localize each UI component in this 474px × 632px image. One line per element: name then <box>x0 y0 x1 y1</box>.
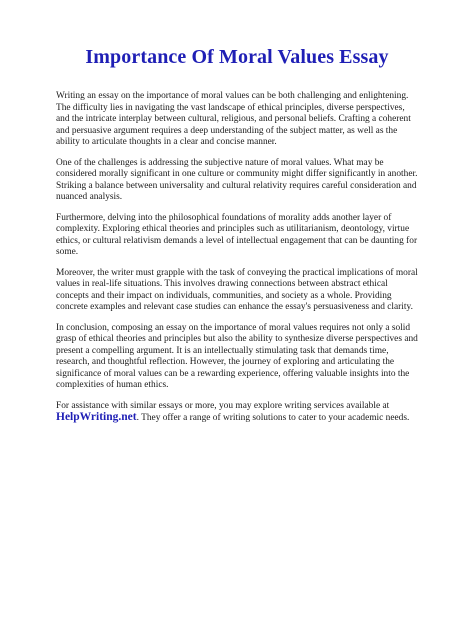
paragraph-philosophy: Furthermore, delving into the philosophical foundations of morality adds another layer of complexity. Exploring ethical theories and principles such as utilitarianism, deontology, virtue ethics, or cultural relativism demands a level of intellectual engagement that can be daunting for some. <box>56 212 418 257</box>
paragraph-footer <box>56 401 418 425</box>
document-title: Importance Of Moral Values Essay <box>85 46 389 68</box>
paragraph-challenges: One of the challenges is addressing the subjective nature of moral values. What may be considered morally significant in one culture or community might differ significantly in another. Striking a balance between universality and cultural relativity requires careful consideration and nuanced analysis. <box>56 157 418 202</box>
paragraph-conclusion: In conclusion, composing an essay on the importance of moral values requires not only a solid grasp of ethical theories and principles but also the ability to synthesize diverse perspectives and present a compelling argument. It is an intellectually stimulating task that demands time, research, and thoughtful reflection. However, the journey of exploring and articulating the significance of moral values can be a rewarding experience, offering valuable insights into the complexities of human ethics. <box>56 322 418 390</box>
footer-prefix: For assistance with similar essays or more, you may explore writing services available at <box>56 400 390 411</box>
footer-suffix: . They offer a range of writing solutions to cater to your academic needs. <box>136 413 410 423</box>
helpwriting-link[interactable]: HelpWriting.net <box>56 411 137 423</box>
paragraph-intro: Writing an essay on the importance of moral values can be both challenging and enlightening. The difficulty lies in navigating the vast landscape of ethical principles, diverse perspectives, and the intricate interplay between cultural, religious, and personal beliefs. Crafting a coherent and persuasive argument requires a deep understanding of the subject matter, as well as the ability to articulate thoughts in a clear and concise manner. <box>56 91 411 147</box>
paragraph-practical: Moreover, the writer must grapple with the task of conveying the practical implications of moral values in real-life situations. This involves drawing connections between abstract ethical concepts and their impact on individuals, communities, and society as a whole. Providing concrete examples and relevant case studies can enhance the essay's persuasiveness and clarity. <box>56 267 418 312</box>
